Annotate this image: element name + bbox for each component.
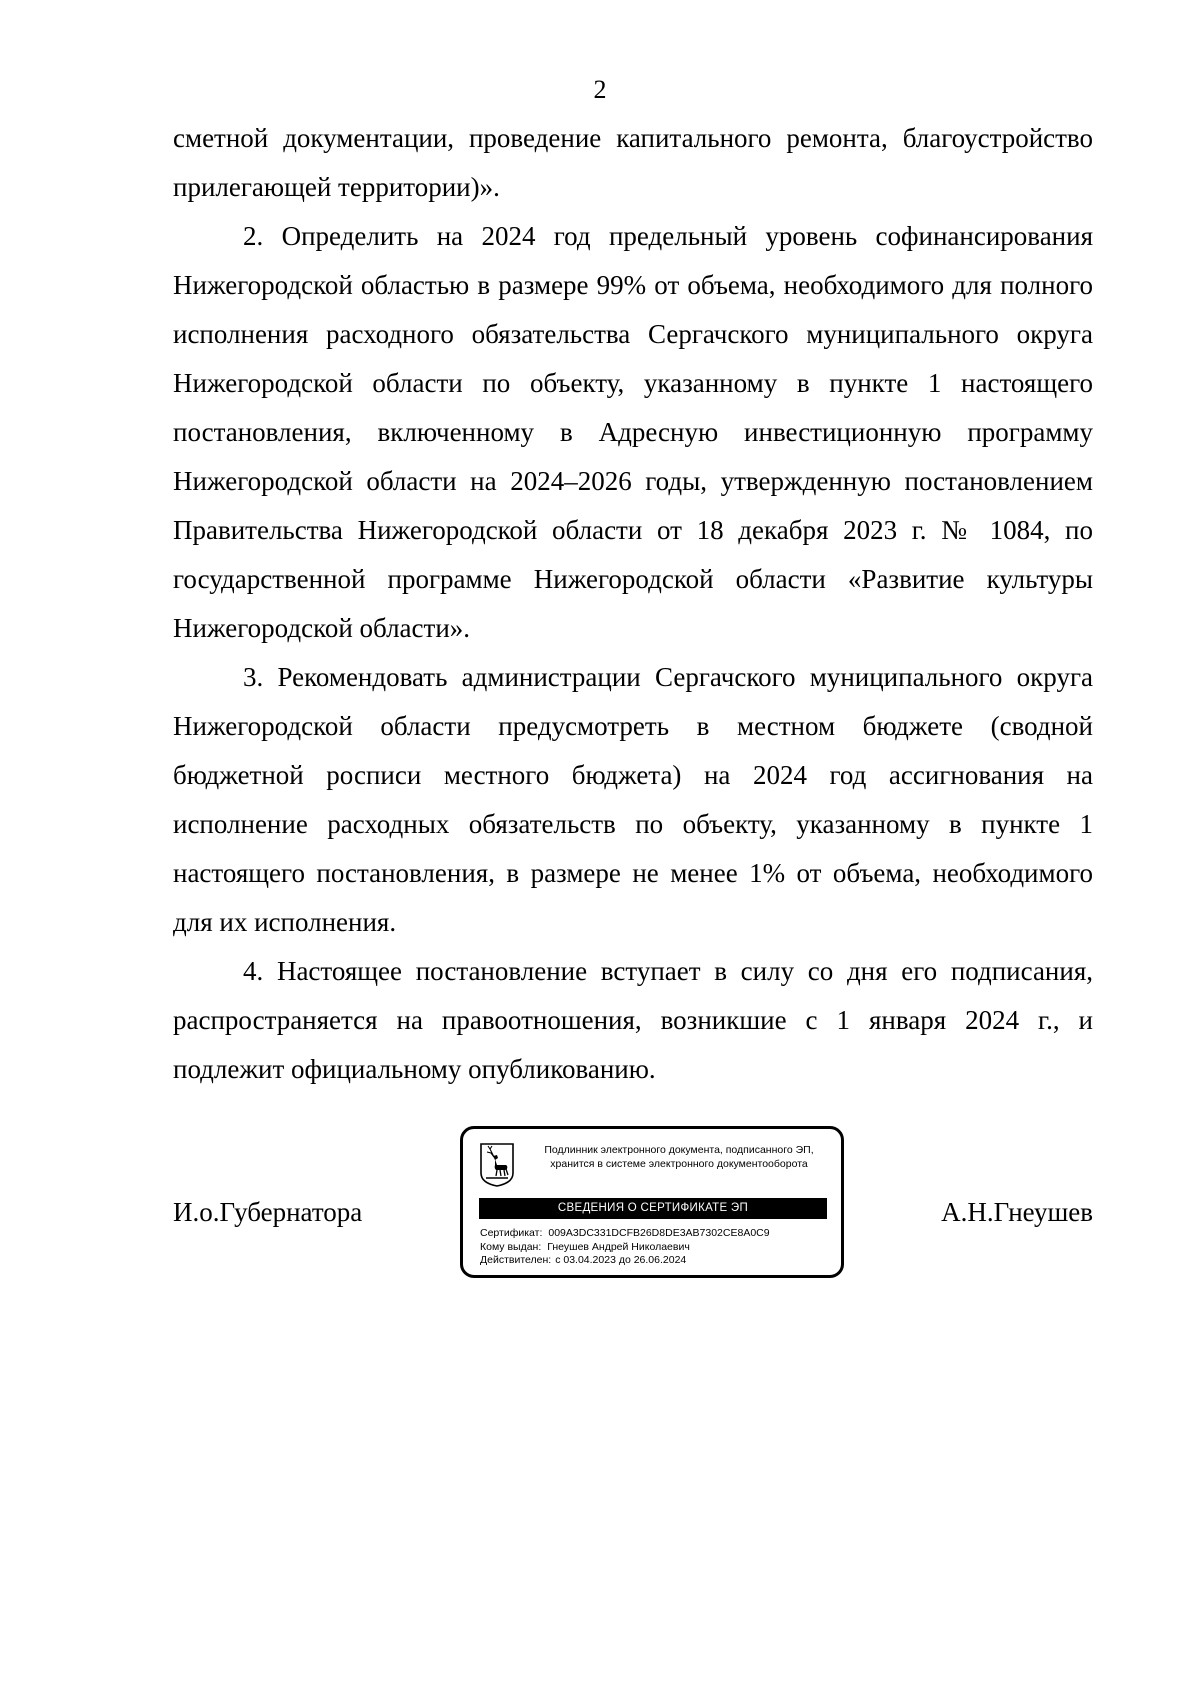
certificate-row [480, 1227, 830, 1241]
certificate-details [480, 1227, 830, 1268]
electronic-signature-stamp [460, 1126, 844, 1278]
paragraph-item-3: 3. Рекомендовать администрации Сергачского муниципального округа Нижегородской области предусмотреть в местном бюджете (сводной бюджетной росписи местного бюджета) на 2024 год ассигнования на исполнение расходных обязательств по объекту, указанному в пункте 1 настоящего постановления, в размере не менее 1% от объема, необходимого для их исполнения. [173, 662, 1093, 937]
deer-emblem-icon [480, 1143, 514, 1187]
signature-block [0, 1126, 1200, 1316]
certificate-label: Сертификат: [480, 1227, 543, 1239]
validity-row [480, 1254, 830, 1268]
validity-value: с 03.04.2023 до 26.06.2024 [555, 1254, 687, 1266]
certificate-value: 009A3DC331DCFB26D8DE3AB7302CE8A0C9 [548, 1227, 770, 1239]
issued-to-row [480, 1241, 830, 1255]
stamp-header [521, 1143, 837, 1171]
issued-to-label: Кому выдан: [480, 1240, 542, 1253]
signer-title: И.о.Губернатора [173, 1197, 363, 1227]
stamp-header-line-1: Подлинник электронного документа, подписанного ЭП, [544, 1144, 814, 1156]
issued-to-value: Гнеушев Андрей Николаевич [547, 1240, 690, 1253]
stamp-header-line-2: хранится в системе электронного документооборота [550, 1158, 808, 1170]
page-number: 2 [593, 75, 607, 104]
paragraph-item-2: 2. Определить на 2024 год предельный уровень софинансирования Нижегородской областью в размере 99% от объема, необходимого для полного исполнения расходного обязательства Сергачского муниципального округа Нижегородской области по объекту, указанному в пункте 1 настоящего постановления, включенному в Адресную инвестиционную программу Нижегородской области на 2024–2026 годы, утвержденную постановлением Правительства Нижегородской области от 18 декабря 2023 г. № 1084, по государственной программе Нижегородской области «Развитие культуры Нижегородской области». [173, 221, 1093, 643]
body-text [173, 114, 1093, 1094]
paragraph-item-4: 4. Настоящее постановление вступает в силу со дня его подписания, распространяется на правоотношения, возникшие с 1 января 2024 г., и подлежит официальному опубликованию. [173, 956, 1093, 1084]
certificate-info-bar: СВЕДЕНИЯ О СЕРТИФИКАТЕ ЭП [479, 1198, 827, 1219]
validity-label: Действителен: [480, 1254, 552, 1266]
signer-name: А.Н.Гнеушев [941, 1197, 1093, 1227]
paragraph-continuation: сметной документации, проведение капитального ремонта, благоустройство прилегающей территории)». [173, 123, 1093, 202]
